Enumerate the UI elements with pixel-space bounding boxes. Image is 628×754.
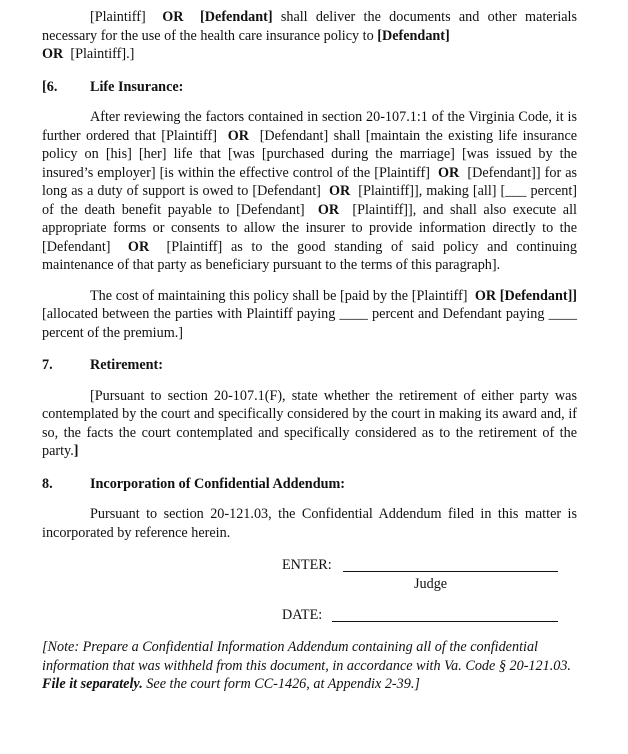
or-text: OR [438,164,460,181]
section-number: 7. [42,357,53,373]
section-6-heading [42,78,577,97]
body-text: [allocated between the parties with Plaintiff paying ____ percent and Defendant paying ____ percent of the premium.] [42,306,577,341]
life-insurance-paragraph [42,108,577,275]
party-text: [Defendant] [259,127,329,144]
enter-label: ENTER: [282,557,332,573]
party-text: [Plaintiff]], [358,183,423,199]
party-text: [Plaintiff] [166,238,223,255]
body-text: as to the good standing of said policy and continuing maintenance of that party as beneficiary pursuant to the terms of this paragraph]. [42,238,577,273]
judge-caption: Judge [414,576,448,592]
section-title: Life Insurance: [90,78,184,95]
judge-signature-line [343,556,558,572]
date-row [42,606,577,626]
party-text: [Plaintiff]], [352,201,417,218]
or-text: OR [127,238,150,255]
body-text: [Pursuant to section 20-107.1(F), state whether the retirement of either party was contemplated by the court and specifically considered by the court in making its award and, if so, the facts the court contemplated and specifically considered as to the retirement of the party. [42,387,577,459]
or-text: OR [474,287,497,304]
date-line [332,606,558,622]
or-text: OR [227,127,249,144]
party-text: [Defendant] [42,238,111,255]
party-text: [Plaintiff].] [70,46,135,62]
section-8-heading [42,475,577,494]
body-text: for as long as a duty of support is owed to [42,164,578,199]
or-text: OR [328,183,351,199]
section-title: Incorporation of Confidential Addendum: [90,475,346,492]
body-text: and shall also execute all appropriate forms or consents to allow the insurer to provide information directly to the [42,201,577,236]
party-text: [Defendant]] [499,287,578,304]
section-number: 8. [42,475,53,492]
party-text: [Plaintiff] [411,287,468,304]
or-text: OR [42,46,64,62]
or-text: OR [162,9,184,25]
party-text: [Defendant] [252,183,321,199]
delivery-paragraph [42,8,577,64]
body-text: The cost of maintaining this policy shall be [paid by the [90,287,409,304]
or-text: OR [317,201,340,218]
note-paragraph [42,638,577,694]
party-text: [Defendant]] [467,164,541,181]
party-text: [Plaintiff] [161,127,217,144]
party-text: [Plaintiff] [374,164,430,181]
body-text: After reviewing the factors contained in section 20-107.1:1 of the Virginia Code, it is further ordered that [42,109,577,144]
enter-signature-row [42,556,577,576]
bracket-text: ] [73,443,79,459]
section-7-heading [42,356,577,375]
body-text: shall deliver the documents and other materials necessary for the use of the health care insurance policy to [42,9,578,44]
party-text: [Defendant] [236,201,305,218]
party-text: [Defendant] [200,9,273,25]
incorporation-paragraph: Pursuant to section 20-121.03, the Confidential Addendum filed in this matter is incorporated by reference herein. [42,506,577,541]
note-text: See the court form CC-1426, at Appendix 2-39.] [146,676,420,692]
judge-caption-row [42,576,577,596]
note-emphasis: File it separately. [42,676,143,692]
section-title: Retirement: [90,357,164,373]
body-text: making [all] [___ percent] of the death benefit payable to [42,183,578,218]
party-text: [Plaintiff] [90,9,146,25]
date-label: DATE: [282,607,323,623]
party-text: [Defendant] [377,27,450,44]
retirement-paragraph [42,387,577,461]
body-text: shall [maintain the existing life insurance policy on [his] [her] life that [was [purchased during the marriage] [was issued by the insured’s employer] [is within the effective control of the [42,127,578,181]
section-number: [6. [42,78,58,95]
cost-paragraph [42,287,577,343]
note-text: [Note: Prepare a Confidential Information Addendum containing all of the confidential information that was withheld from this document, in accordance with Va. Code § 20-121.03. [42,639,571,674]
document-page [42,8,577,694]
